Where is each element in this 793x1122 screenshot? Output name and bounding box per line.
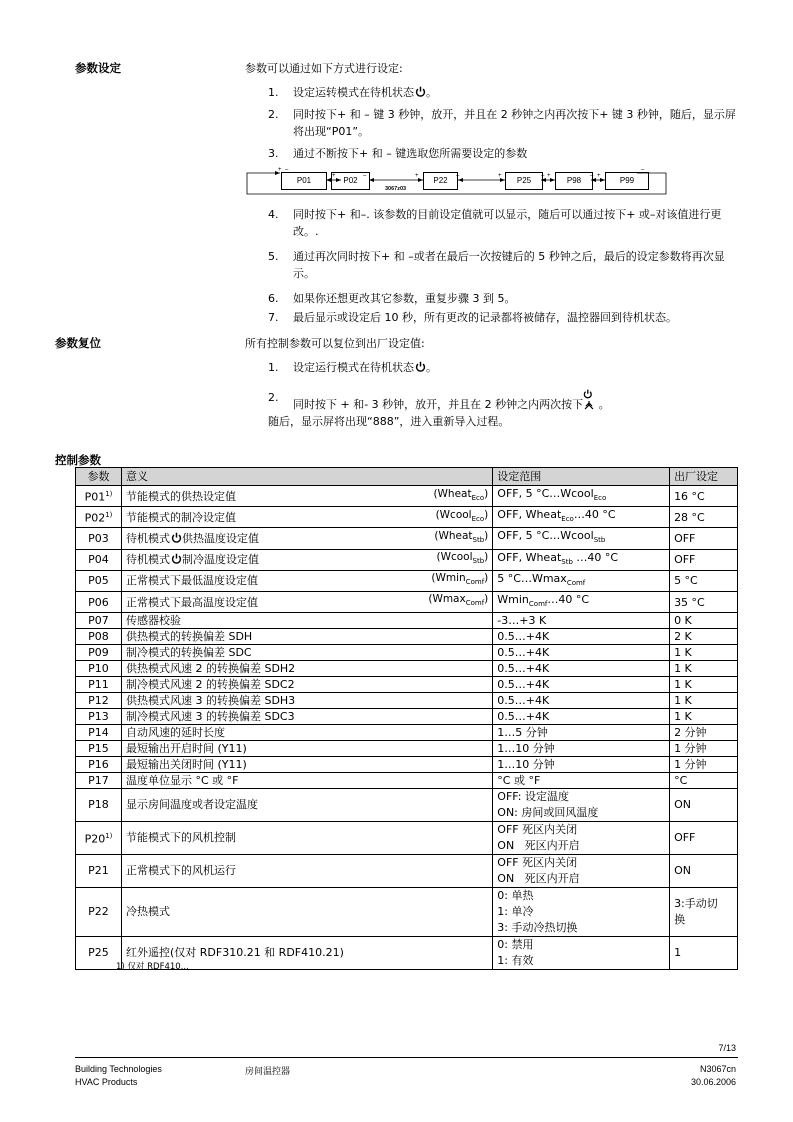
table-row: P03 待机模式 供热温度设定值 (Wheat$_{Stb}$) OFF, 5 °C…Wcool$_{Stb}$ OFF xyxy=(76,528,738,549)
step-text: 通过再次同时按下+ 和 –或者在最后一次按键后的 5 秒钟之后，最后的设定参数将再次显示。 xyxy=(293,250,725,280)
param-range: 1…10 分钟 xyxy=(493,757,670,773)
param-symbol: (Wheat xyxy=(434,529,473,542)
step-number: 5. xyxy=(268,250,279,263)
step-text: 通过不断按下+ 和 – 键选取您所需要设定的参数 xyxy=(293,147,528,160)
table-row xyxy=(76,741,738,757)
param-code: P05 xyxy=(76,570,122,591)
param-meaning: 最短输出开启时间 (Y11) xyxy=(121,741,492,757)
param-code: P06 xyxy=(76,591,122,612)
param-range: OFF, Wheat xyxy=(497,550,562,564)
svg-text:+: + xyxy=(278,167,282,173)
footnote-mark: 1) xyxy=(105,511,113,520)
section-heading-parameter-reset: 参数复位 xyxy=(55,336,101,350)
param-factory: 1 K xyxy=(670,645,738,661)
footnote-mark: 1) xyxy=(105,490,113,499)
param-meaning: 冷热模式 xyxy=(121,888,492,937)
param-symbol-sub: Eco xyxy=(471,514,485,523)
table-row xyxy=(76,709,738,725)
param-factory: °C xyxy=(670,773,738,789)
param-meaning: 节能模式的供热设定值 xyxy=(121,486,380,507)
param-range: 1…5 分钟 xyxy=(493,725,670,741)
param-range-sub: Eco xyxy=(593,494,607,503)
footer-company-line1: Building Technologies xyxy=(75,1064,162,1074)
param-meaning: 供热模式的转换偏差 SDH xyxy=(121,629,492,645)
param-range: OFF, 5 °C…Wcool xyxy=(497,529,594,543)
table-row xyxy=(76,629,738,645)
param-range: 0.5…+4K xyxy=(493,677,670,693)
param-factory: 1 K xyxy=(670,677,738,693)
param-range: 0.5…+4K xyxy=(493,661,670,677)
svg-text:+: + xyxy=(415,173,419,179)
svg-text:–: – xyxy=(363,173,367,179)
header-range: 设定范围 xyxy=(493,468,670,486)
param-range-sub: Stb xyxy=(593,536,606,545)
step-text: 最后显示或设定后 10 秒，所有更改的记录都将被储存，温控器回到待机状态。 xyxy=(293,311,677,324)
param-range: 0.5…+4K xyxy=(493,709,670,725)
param-range-line: ON: 房间或回风温度 xyxy=(497,806,599,820)
param-meaning: 传感器校验 xyxy=(121,613,492,629)
footer-doc-title: 房间温控器 xyxy=(245,1066,291,1076)
param-meaning: 最短输出关闭时间 (Y11) xyxy=(121,757,492,773)
param-factory: 0 K xyxy=(670,613,738,629)
param-factory: OFF xyxy=(670,528,738,549)
step-number: 7. xyxy=(268,311,279,324)
svg-text:+: + xyxy=(547,173,551,179)
step-text: 设定运行模式在待机状态 xyxy=(293,361,414,374)
param-factory: OFF xyxy=(670,549,738,570)
step-number: 1. xyxy=(268,86,279,99)
param-symbol-sub: Stb xyxy=(472,557,485,566)
diagram-box-p22: P22 xyxy=(423,172,458,190)
table-row xyxy=(76,822,738,855)
section-intro: 参数可以通过如下方式进行设定: xyxy=(245,62,403,75)
param-symbol-sub: Comf xyxy=(465,599,485,608)
param-factory-line: 换 xyxy=(674,913,686,927)
table-row xyxy=(76,693,738,709)
step-number: 4. xyxy=(268,208,279,221)
param-meaning: 正常模式下最高温度设定值 xyxy=(121,591,380,612)
param-meaning: 待机模式 xyxy=(125,553,170,567)
param-code: P03 xyxy=(76,528,122,549)
step-number: 2. xyxy=(268,108,279,121)
param-range-line: ON 死区内开启 xyxy=(497,839,580,853)
param-meaning: 制冷模式风速 2 的转换偏差 SDC2 xyxy=(121,677,492,693)
param-code: P15 xyxy=(76,741,122,757)
param-meaning: 供热模式风速 3 的转换偏差 SDH3 xyxy=(121,693,492,709)
footer-divider xyxy=(75,1057,738,1058)
table-row xyxy=(76,855,738,888)
diagram-box-p01: P01 xyxy=(281,172,327,190)
param-code: P01 xyxy=(84,490,106,504)
param-meaning: 节能模式的制冷设定值 xyxy=(121,507,380,528)
page-number: 7/13 xyxy=(718,1043,736,1053)
param-meaning: 节能模式下的风机控制 xyxy=(121,822,492,855)
param-range-line: 1: 有效 xyxy=(497,954,534,968)
table-header-row xyxy=(76,468,738,486)
header-meaning-cont xyxy=(381,468,493,486)
table-row: P06 正常模式下最高温度设定值 (Wmax$_{Comf}$) Wmin$_{Comf}$…40 °C 35 °C xyxy=(76,591,738,612)
footer-company-line2: HVAC Products xyxy=(75,1077,138,1087)
param-factory: 2 K xyxy=(670,629,738,645)
table-row xyxy=(76,645,738,661)
param-range-line: 3: 手动冷热切换 xyxy=(497,921,578,935)
step-number: 3. xyxy=(268,147,279,160)
param-factory: 2 分钟 xyxy=(670,725,738,741)
power-icon xyxy=(415,86,426,97)
param-code: P16 xyxy=(76,757,122,773)
table-title: 控制参数 xyxy=(55,453,101,467)
table-row xyxy=(76,773,738,789)
param-range-end: …40 °C xyxy=(572,550,619,564)
diagram-box-p25: P25 xyxy=(505,172,543,190)
footnote-mark: 1) xyxy=(105,832,113,841)
param-factory: 1 分钟 xyxy=(670,741,738,757)
table-row xyxy=(76,677,738,693)
param-factory: OFF xyxy=(670,822,738,855)
table-row xyxy=(76,888,738,937)
param-code: P02 xyxy=(84,512,106,526)
param-meaning: 正常模式下的风机运行 xyxy=(121,855,492,888)
svg-text:+: + xyxy=(332,173,336,179)
param-meaning: 制冷模式的转换偏差 SDC xyxy=(121,645,492,661)
param-meaning: 自动风速的延时长度 xyxy=(121,725,492,741)
diagram-box-p02: P02 xyxy=(331,172,370,190)
param-code: P11 xyxy=(76,677,122,693)
step-text: 如果你还想更改其它参数，重复步骤 3 到 5。 xyxy=(293,292,516,305)
param-factory: 1 分钟 xyxy=(670,757,738,773)
param-range: -3…+3 K xyxy=(493,613,670,629)
param-code: P20 xyxy=(84,832,106,846)
param-symbol: (Wmin xyxy=(431,572,466,585)
param-symbol-sub: Eco xyxy=(471,493,485,502)
param-factory: 1 xyxy=(670,937,738,970)
param-meaning: 正常模式下最低温度设定值 xyxy=(121,570,380,591)
step-text: 同时按下 + 和- 3 秒钟，放开，并且在 2 秒钟之内两次按下 xyxy=(293,398,584,411)
svg-text:–: – xyxy=(590,173,594,179)
param-meaning: 红外遥控(仅对 RDF310.21 和 RDF410.21) xyxy=(121,937,492,970)
step-number: 1. xyxy=(268,361,279,374)
table-row: P04 待机模式 制冷温度设定值 (Wcool$_{Stb}$) OFF, Wheat$_{Stb}$ …40 °C OFF xyxy=(76,549,738,570)
param-range-line: OFF: 设定温度 xyxy=(497,790,569,804)
param-code: P14 xyxy=(76,725,122,741)
param-range: OFF, Wheat xyxy=(497,508,562,522)
diagram-box-p98: P98 xyxy=(555,172,593,190)
svg-text:–: – xyxy=(541,173,545,179)
reset-after-text: 随后，显示屏将出现“888”，进入重新导入过程。 xyxy=(268,415,510,428)
param-range-end: …40 °C xyxy=(573,508,616,522)
param-meaning: 制冷模式风速 3 的转换偏差 SDC3 xyxy=(121,709,492,725)
param-factory: ON xyxy=(670,789,738,822)
param-range-sub: Eco xyxy=(561,515,574,524)
param-meaning: 显示房间温度或者设定温度 xyxy=(121,789,492,822)
param-factory: 28 °C xyxy=(670,507,738,528)
param-meaning: 供热模式风速 2 的转换偏差 SDH2 xyxy=(121,661,492,677)
table-row xyxy=(76,613,738,629)
section-heading-parameter-setting: 参数设定 xyxy=(75,61,121,75)
power-icon xyxy=(171,553,182,564)
param-range-sub: Comf xyxy=(566,578,586,587)
param-range: 5 °C…Wmax xyxy=(497,571,567,585)
table-row: P02$^{1)}$ 节能模式的制冷设定值 (Wcool$_{Eco}$) OFF, Wheat$_{Eco}$…40 °C 28 °C xyxy=(76,507,738,528)
step-number: 6. xyxy=(268,292,279,305)
param-factory: 16 °C xyxy=(670,486,738,507)
param-range-line: 0: 单热 xyxy=(497,889,534,903)
param-symbol: (Wcool xyxy=(436,551,473,564)
header-factory: 出厂设定 xyxy=(670,468,738,486)
param-meaning-cont: 制冷温度设定值 xyxy=(181,553,259,567)
param-code: P18 xyxy=(76,789,122,822)
param-range-line: 1: 单冷 xyxy=(497,905,534,919)
table-row: P05 正常模式下最低温度设定值 (Wmin$_{Comf}$) 5 °C…Wmax$_{Comf}$ 5 °C xyxy=(76,570,738,591)
param-code: P10 xyxy=(76,661,122,677)
param-range: °C 或 °F xyxy=(493,773,670,789)
param-range: OFF, 5 °C…Wcool xyxy=(497,487,594,500)
param-factory: 1 K xyxy=(670,693,738,709)
param-code: P21 xyxy=(76,855,122,888)
param-code: P12 xyxy=(76,693,122,709)
table-footnote: 1) 仅对 RDF410... xyxy=(116,962,189,972)
header-param: 参数 xyxy=(76,468,122,486)
param-factory: ON xyxy=(670,855,738,888)
param-meaning-cont: 供热温度设定值 xyxy=(181,531,259,545)
param-range: 1…10 分钟 xyxy=(493,741,670,757)
param-meaning: 温度单位显示 °C 或 °F xyxy=(121,773,492,789)
svg-text:–: – xyxy=(641,167,645,173)
param-code: P09 xyxy=(76,645,122,661)
param-factory-line: 3:手动切 xyxy=(674,897,718,911)
param-range-line: OFF 死区内关闭 xyxy=(497,823,578,837)
power-fan-icon xyxy=(583,389,595,411)
param-range: 0.5…+4K xyxy=(493,645,670,661)
param-range-sub: Comf xyxy=(528,600,548,609)
step-text: 同时按下+ 和 – 键 3 秒钟，放开，并且在 2 秒钟之内再次按下+ 键 3 秒钟，随后，显示屏将出现“P01”。 xyxy=(293,108,736,138)
param-symbol-sub: Comf xyxy=(465,578,485,587)
param-code: P08 xyxy=(76,629,122,645)
param-code: P25 xyxy=(76,937,122,970)
param-symbol-sub: Stb xyxy=(472,536,485,545)
param-range: Wmin xyxy=(497,592,529,606)
param-range: 0.5…+4K xyxy=(493,629,670,645)
step-text: 设定运转模式在待机状态 xyxy=(293,86,414,99)
footer-date: 30.06.2006 xyxy=(690,1077,736,1087)
param-meaning: 待机模式 xyxy=(125,531,170,545)
param-factory: 1 K xyxy=(670,709,738,725)
power-icon xyxy=(415,361,426,372)
param-range-line: OFF 死区内关闭 xyxy=(497,856,578,870)
step-text: 同时按下+ 和–. 该参数的目前设定值就可以显示，随后可以通过按下+ 或–对该值进行更改。. xyxy=(293,208,722,238)
param-factory: 1 K xyxy=(670,661,738,677)
param-factory: 35 °C xyxy=(670,591,738,612)
param-symbol: (Wmax xyxy=(428,593,466,606)
power-icon xyxy=(171,532,182,543)
param-range-end: …40 °C xyxy=(547,592,590,606)
control-parameters-table xyxy=(75,467,738,970)
param-range-sub: Stb xyxy=(561,557,573,566)
param-code: P13 xyxy=(76,709,122,725)
table-row xyxy=(76,725,738,741)
param-factory: 5 °C xyxy=(670,570,738,591)
param-code: P04 xyxy=(76,549,122,570)
param-code: P17 xyxy=(76,773,122,789)
section-intro: 所有控制参数可以复位到出厂设定值: xyxy=(245,337,425,350)
param-range-line: ON 死区内开启 xyxy=(497,872,580,886)
table-row xyxy=(76,789,738,822)
param-code: P22 xyxy=(76,888,122,937)
param-range: 0.5…+4K xyxy=(493,693,670,709)
table-row xyxy=(76,661,738,677)
svg-text:–: – xyxy=(285,167,289,173)
param-symbol: (Wcool xyxy=(435,508,472,521)
svg-text:+: + xyxy=(597,173,601,179)
svg-text:+: + xyxy=(498,173,502,179)
param-symbol: (Wheat xyxy=(433,487,472,500)
table-row: P01$^{1)}$ 节能模式的供热设定值 (Wheat$_{Eco}$) OFF, 5 °C…Wcool$_{Eco}$ 16 °C xyxy=(76,486,738,507)
param-range-line: 0: 禁用 xyxy=(497,938,534,952)
diagram-code: 3067z03 xyxy=(385,186,407,192)
header-meaning: 意义 xyxy=(121,468,380,486)
param-code: P07 xyxy=(76,613,122,629)
svg-text:–: – xyxy=(456,173,460,179)
table-row xyxy=(76,757,738,773)
footer-doc-number: N3067cn xyxy=(699,1064,736,1074)
diagram-box-p99: P99 xyxy=(605,172,649,190)
step-number: 2. xyxy=(268,391,279,404)
